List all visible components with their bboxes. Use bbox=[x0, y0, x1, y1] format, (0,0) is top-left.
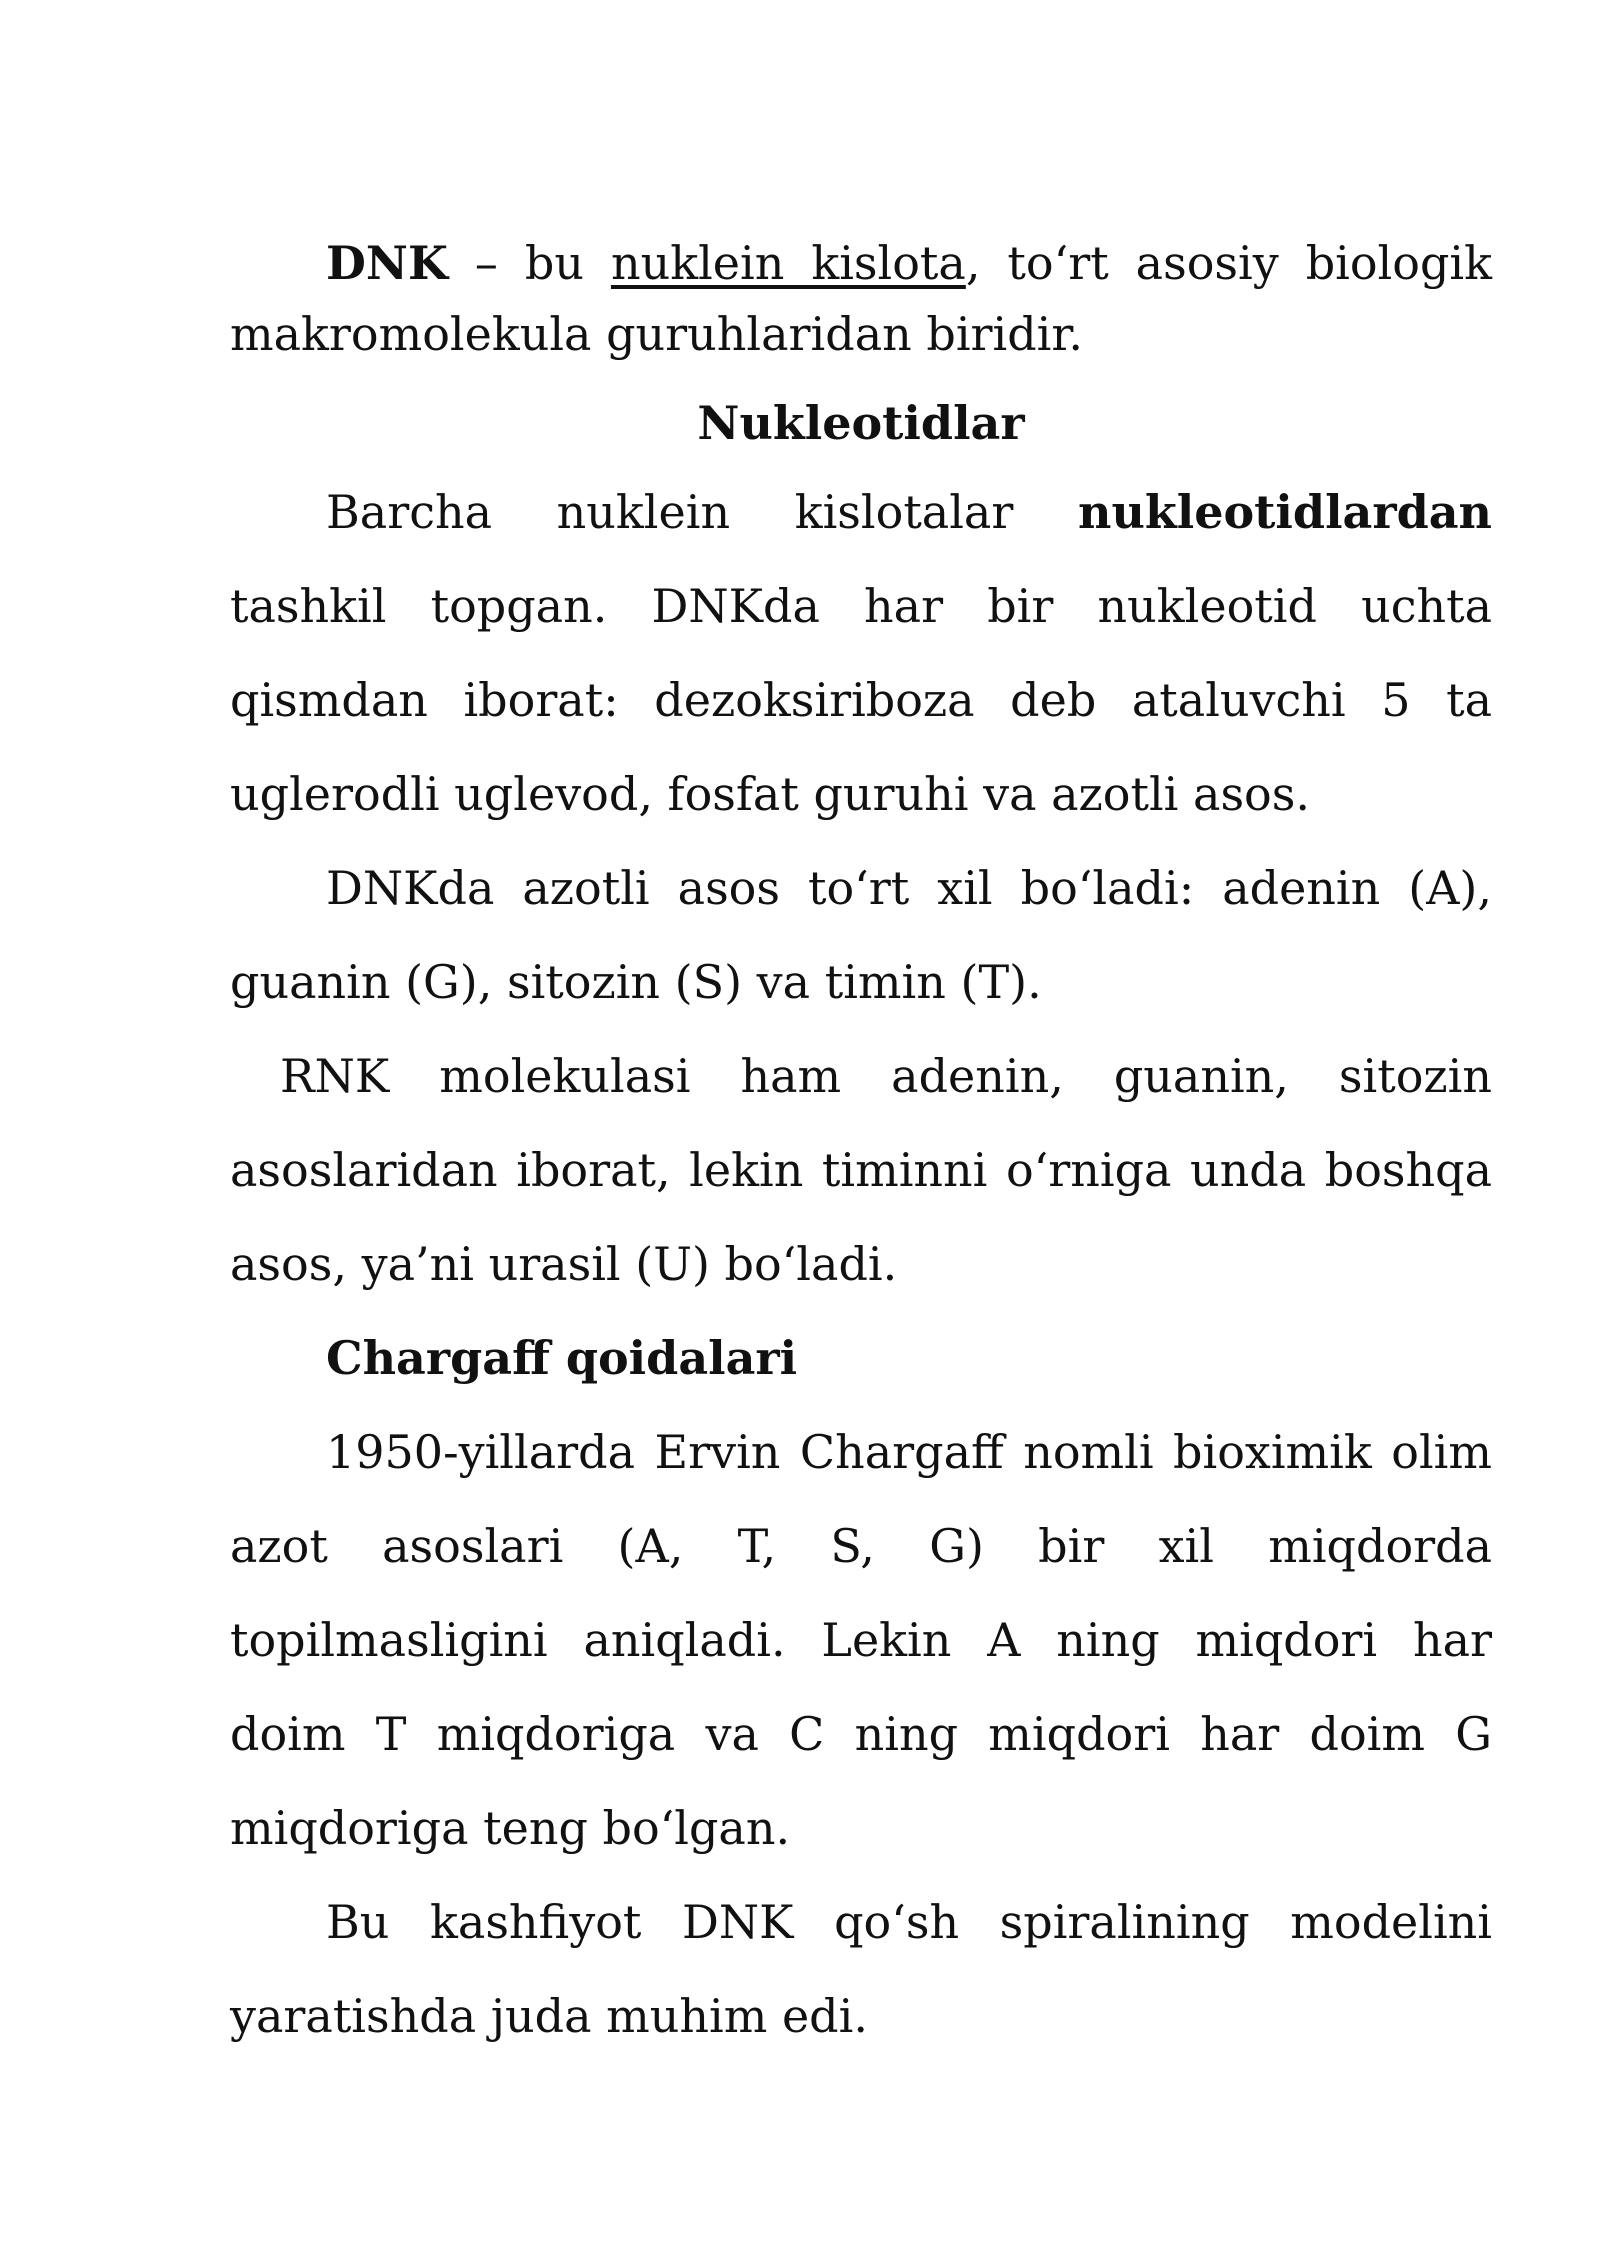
intro-paragraph bbox=[230, 228, 1492, 370]
intro-text-2: , to‘rt asosiy biologik makromolekula guruhlaridan biridir. bbox=[230, 236, 1492, 361]
kashfiyot-paragraph: Bu kashfiyot DNK qo‘sh spiralining modelini yaratishda juda muhim edi. bbox=[230, 1895, 1492, 2043]
nukleotid-text-2: tashkil topgan. DNKda har bir nukleotid uchta qismdan iborat: dezoksiriboza deb ataluvchi 5 ta uglerodli uglevod, fosfat guruhi va azotli asos. bbox=[230, 579, 1492, 821]
nukleotid-paragraph bbox=[230, 465, 1492, 841]
term-nukleotidlardan: nukleotidlardan bbox=[1078, 485, 1492, 539]
chargaff-paragraph: 1950-yillarda Ervin Chargaff nomli bioximik olim azot asoslari (A, T, S, G) bir xil miqdorda topilmasligini aniqladi. Lekin A ning miqdori har doim T miqdoriga va C ning miqdori har doim G miqdoriga teng bo‘lgan. bbox=[230, 1425, 1492, 1855]
term-dnk: DNK bbox=[326, 236, 448, 290]
nukleotid-text-1: Barcha nuklein kislotalar bbox=[326, 485, 1078, 539]
intro-text-1: – bu bbox=[447, 236, 611, 290]
heading-nukleotidlar: Nukleotidlar bbox=[697, 396, 1025, 450]
heading-chargaff: Chargaff qoidalari bbox=[326, 1331, 798, 1385]
rnk-paragraph: RNK molekulasi ham adenin, guanin, sitozin asoslaridan iborat, lekin timinni o‘rniga unda boshqa asos, ya’ni urasil (U) bo‘ladi. bbox=[230, 1049, 1507, 1291]
azotli-asos-paragraph: DNKda azotli asos to‘rt xil bo‘ladi: adenin (A), guanin (G), sitozin (S) va timin (T). bbox=[230, 861, 1492, 1009]
nuklein-kislota-link[interactable]: nuklein kislota bbox=[610, 236, 966, 290]
document-page bbox=[230, 228, 1507, 2063]
